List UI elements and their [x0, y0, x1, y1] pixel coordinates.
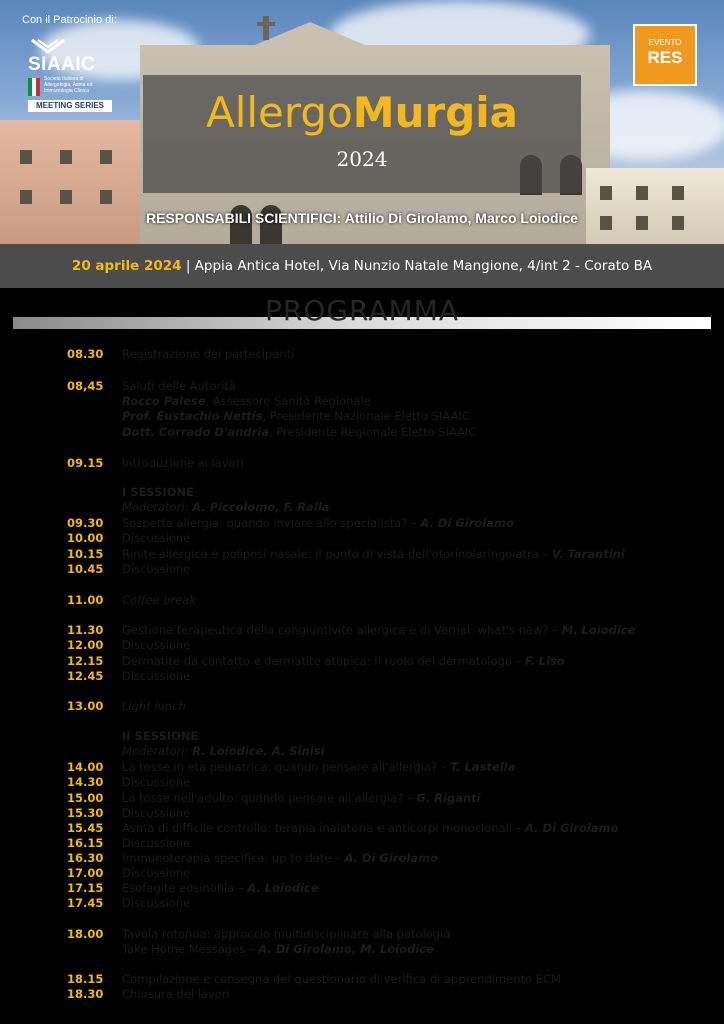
agenda-text: [122, 653, 565, 669]
agenda-speaker: A. Piccolomo, F. Ralla: [192, 500, 330, 514]
agenda-time: 14.00: [67, 760, 104, 774]
agenda-title: Discussione: [122, 896, 191, 910]
agenda-speaker: M. Loiodice: [561, 623, 636, 637]
agenda-text: [122, 805, 190, 821]
agenda-time: 15.00: [67, 791, 104, 805]
agenda-time: 14.30: [67, 775, 104, 789]
agenda-title: , Assessore Sanità Regionale: [205, 394, 371, 408]
agenda-row: [0, 653, 724, 669]
agenda-text: [122, 378, 236, 394]
agenda-text: [122, 759, 515, 775]
agenda-text: [122, 774, 190, 790]
agenda-text: [122, 499, 330, 515]
agenda-speaker: G. Riganti: [416, 791, 481, 805]
agenda-row: [0, 346, 724, 362]
title-part-1: Allergo: [205, 88, 353, 137]
meeting-series-label: MEETING SERIES: [28, 100, 112, 112]
agenda-title: , Presidente Regionale Eletto SIAAIC: [269, 425, 477, 439]
cross-icon-bar: [257, 22, 275, 26]
evento-res-badge: [633, 24, 697, 86]
agenda-time: 10.00: [67, 531, 104, 545]
agenda-row: [0, 546, 724, 562]
agenda-time: 11.30: [67, 623, 104, 637]
agenda-row: [0, 515, 724, 531]
agenda-row: [0, 484, 724, 500]
agenda-time: 18.30: [67, 987, 104, 1001]
agenda-time: 12.45: [67, 669, 104, 683]
agenda-title: Discussione: [122, 866, 191, 880]
event-venue: | Appia Antica Hotel, Via Nunzio Natale Mangione, 4/int 2 - Corato BA: [181, 258, 653, 274]
agenda-speaker: F. Liso: [524, 654, 565, 668]
agenda-title: La tosse in età pediatrica: quando pensare all'allergia? –: [122, 760, 451, 774]
agenda-text: [122, 455, 243, 471]
event-title: [143, 83, 581, 143]
header-banner: [0, 0, 724, 244]
agenda-speaker: A. Di Girolamo: [525, 821, 619, 835]
agenda-text: [122, 546, 625, 562]
agenda-speaker: Dott. Corrado D'andria: [122, 425, 270, 439]
agenda-text: [122, 926, 450, 942]
agenda-title: Compilazione e consegna del questionario di verifica di apprendimento ECM: [122, 972, 561, 986]
agenda-text: [122, 393, 371, 409]
agenda-title: Take Home Messages –: [122, 942, 259, 956]
agenda-row: [0, 408, 724, 424]
badge-small-text: EVENTO: [648, 38, 682, 47]
agenda-row: [0, 743, 724, 759]
agenda-text: [122, 820, 619, 836]
agenda-row: [0, 728, 724, 744]
agenda-time: 10.45: [67, 562, 104, 576]
italian-flag-icon: [28, 78, 40, 96]
agenda-text: [122, 835, 190, 851]
agenda-title: Immunoterapia specifica: up to date –: [122, 851, 345, 865]
agenda-title: Tavola rotonda: approccio multidisciplinare alla patologia: [122, 927, 451, 941]
agenda-row: [0, 805, 724, 821]
agenda-text: [122, 880, 319, 896]
agenda-row: [0, 835, 724, 851]
agenda-row: [0, 424, 724, 440]
event-date: 20 aprile 2024: [71, 258, 182, 274]
agenda-text: [122, 515, 514, 531]
agenda-speaker: Prof. Eustachio Nettis: [122, 409, 263, 423]
agenda-title: Esofagite eosinofila –: [122, 881, 248, 895]
agenda-text: [122, 622, 635, 638]
agenda-row: [0, 774, 724, 790]
agenda-time: 17.15: [67, 881, 104, 895]
agenda-row: [0, 850, 724, 866]
agenda-text: [122, 790, 481, 806]
agenda-row: [0, 971, 724, 987]
agenda-title: Moderatori:: [122, 744, 193, 758]
agenda-text: [122, 424, 476, 440]
agenda-title: Discussione: [122, 669, 191, 683]
agenda-title: Discussione: [122, 531, 191, 545]
agenda-row: [0, 530, 724, 546]
agenda-time: 09.30: [67, 516, 104, 530]
agenda-time: 17.45: [67, 896, 104, 910]
agenda-title: Gestione terapeutica della congiuntivite allergica e di Vernal: what's new? –: [122, 623, 562, 637]
agenda-text: [122, 346, 294, 362]
agenda-title: Light lunch: [122, 699, 186, 713]
event-year: 2024: [336, 147, 388, 171]
agenda-title: II SESSIONE: [122, 729, 199, 743]
agenda-text: [122, 530, 190, 546]
agenda-text: [122, 850, 438, 866]
agenda-row: [0, 668, 724, 684]
responsabili-scientifici: RESPONSABILI SCIENTIFICI: Attilio Di Girolamo, Marco Loiodice: [146, 210, 578, 226]
agenda-speaker: T. Lastella: [450, 760, 516, 774]
agenda-title: Discussione: [122, 806, 191, 820]
agenda-row: [0, 941, 724, 957]
agenda-text: [122, 561, 190, 577]
agenda-text: [122, 668, 190, 684]
logo-subtitle: Società Italiana di Allergologia, Asma ed Immunologia Clinica: [44, 76, 93, 94]
agenda-row: [0, 393, 724, 409]
agenda-text: [122, 698, 186, 714]
agenda-speaker: V. Tarantini: [551, 547, 625, 561]
agenda-time: 17.00: [67, 866, 104, 880]
title-part-2: Murgia: [352, 88, 518, 137]
programma-title: PROGRAMMA: [264, 294, 460, 327]
agenda-title: , Presidente Nazionale Eletto SIAAIC: [262, 409, 470, 423]
agenda-row: [0, 790, 724, 806]
agenda-speaker: R. Loiodice, A. Sinisi: [192, 744, 325, 758]
agenda-text: [122, 865, 190, 881]
agenda-time: 15.30: [67, 806, 104, 820]
agenda-text: [122, 637, 190, 653]
agenda-text: [122, 971, 561, 987]
agenda-time: 10.15: [67, 547, 104, 561]
agenda-title: La tosse nell'adulto: quando pensare all'allergia? –: [122, 791, 417, 805]
agenda-title: Rinite allergica e poliposi nasale: il punto di vista dell'otorinolaringoiatra –: [122, 547, 552, 561]
agenda-row: [0, 637, 724, 653]
patrocinio-label: Con il Patrocinio di:: [22, 14, 117, 26]
agenda-speaker: A. Di Girolamo: [420, 516, 514, 530]
agenda-time: 18.15: [67, 972, 104, 986]
agenda-title: Sospetta allergia: quando inviare allo specialista? –: [122, 516, 421, 530]
agenda-title: Moderatori:: [122, 500, 193, 514]
agenda-row: [0, 986, 724, 1002]
agenda-speaker: A. Di Girolamo, M. Loiodice: [258, 942, 434, 956]
agenda-title: Discussione: [122, 836, 191, 850]
date-venue-text: [0, 244, 724, 288]
agenda-title: Coffee break: [122, 593, 196, 607]
agenda-row: [0, 926, 724, 942]
agenda-time: 15.45: [67, 821, 104, 835]
agenda-text: [122, 743, 324, 759]
agenda-title: Discussione: [122, 775, 191, 789]
agenda-row: [0, 759, 724, 775]
agenda-text: [122, 895, 190, 911]
agenda-row: [0, 880, 724, 896]
agenda-title: Registrazione dei partecipanti: [122, 347, 295, 361]
agenda-title: Asma di difficile controllo: terapia inalatoria e anticorpi monoclonali –: [122, 821, 526, 835]
agenda-title: Discussione: [122, 638, 191, 652]
agenda-text: [122, 484, 194, 500]
agenda-time: 16.30: [67, 851, 104, 865]
agenda-row: [0, 561, 724, 577]
agenda-row: [0, 455, 724, 471]
agenda-row: [0, 820, 724, 836]
agenda-row: [0, 865, 724, 881]
agenda-title: Chiusura dei lavori: [122, 987, 230, 1001]
agenda-row: [0, 592, 724, 608]
agenda-row: [0, 895, 724, 911]
building-right: [586, 168, 724, 244]
agenda-time: 12.00: [67, 638, 104, 652]
agenda-title: Saluti delle Autorità: [122, 379, 236, 393]
agenda-time: 16.15: [67, 836, 104, 850]
agenda-speaker: A. Loiodice: [247, 881, 319, 895]
logo-name: SIAAIC: [28, 54, 96, 75]
agenda-time: 12.15: [67, 654, 104, 668]
agenda-title: Discussione: [122, 562, 191, 576]
agenda-title: Introduzione ai lavori: [122, 456, 244, 470]
agenda-row: [0, 499, 724, 515]
siaaic-logo: [22, 38, 114, 114]
agenda-time: 08.30: [67, 347, 104, 361]
title-box: [143, 75, 581, 193]
agenda-speaker: A. Di Girolamo: [344, 851, 438, 865]
agenda-row: [0, 622, 724, 638]
agenda-text: [122, 408, 470, 424]
agenda-row: [0, 378, 724, 394]
agenda-text: [122, 728, 198, 744]
agenda-time: 09.15: [67, 456, 104, 470]
agenda-time: 11.00: [67, 593, 104, 607]
agenda-time: 13.00: [67, 699, 104, 713]
agenda-title: I SESSIONE: [122, 485, 195, 499]
cross-icon: [263, 16, 269, 40]
badge-big-text: RES: [647, 48, 683, 67]
agenda-title: Dermatite da contatto e dermatite atopica: il ruolo del dermatologo –: [122, 654, 525, 668]
agenda-time: 08,45: [67, 379, 104, 393]
agenda-text: [122, 592, 196, 608]
agenda-time: 18.00: [67, 927, 104, 941]
date-venue-bar: [0, 244, 724, 288]
agenda-text: [122, 986, 230, 1002]
agenda-row: [0, 698, 724, 714]
agenda-speaker: Rocco Palese: [122, 394, 206, 408]
agenda-text: [122, 941, 434, 957]
